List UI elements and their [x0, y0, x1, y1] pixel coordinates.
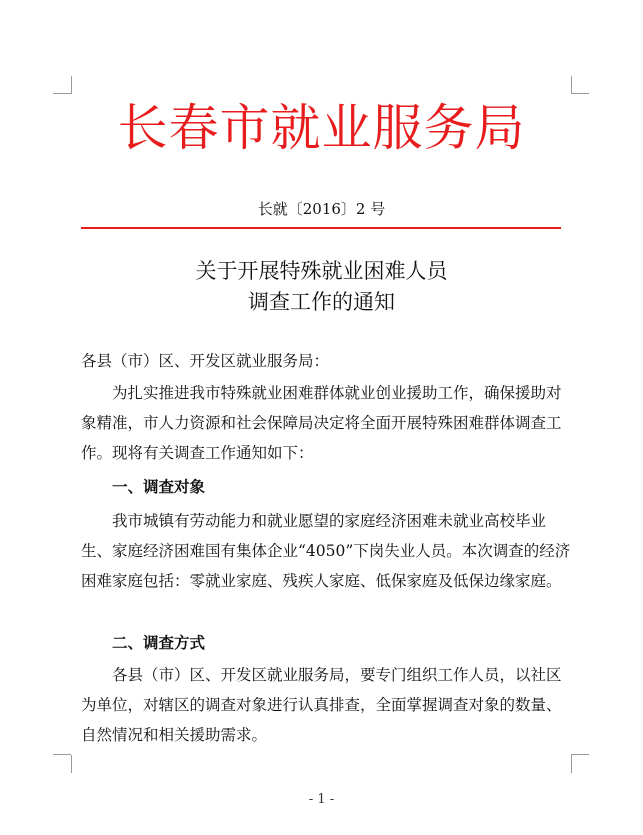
page-number: - 1 - — [308, 792, 335, 807]
crop-mark-bottom-right-h — [571, 754, 589, 755]
document-title-line1: 关于开展特殊就业困难人员 — [195, 259, 448, 283]
crop-mark-top-right-v — [571, 76, 572, 94]
paragraph-section-2: 各县（市）区、开发区就业服务局，要专门组织工作人员，以社区为单位，对辖区的调查对象进行认真排查，全面掌握调查对象的数量、自然情况和相关援助需求。 — [81, 666, 562, 744]
paragraph-section-1: 我市城镇有劳动能力和就业愿望的家庭经济困难未就业高校毕业生、家庭经济困难国有集体企业“4050”下岗失业人员。本次调查的经济困难家庭包括：零就业家庭、残疾人家庭、低保家庭及低保边缘家庭。 — [81, 512, 571, 590]
section-heading-1: 一、调查对象 — [112, 477, 206, 496]
crop-mark-top-left-v — [71, 76, 72, 94]
crop-mark-top-right-h — [571, 93, 589, 94]
crop-mark-bottom-left-h — [53, 754, 71, 755]
salutation: 各县（市）区、开发区就业服务局： — [81, 352, 330, 370]
section-heading-2: 二、调查方式 — [112, 633, 206, 652]
issuer-header: 长春市就业服务局 — [117, 99, 526, 157]
crop-mark-top-left-h — [53, 93, 71, 94]
crop-mark-bottom-right-v — [571, 755, 572, 773]
header-divider — [81, 227, 561, 229]
paragraph-intro: 为扎实推进我市特殊就业困难群体就业创业援助工作，确保援助对象精准，市人力资源和社会保障局决定将全面开展特殊困难群体调查工作。现将有关调查工作通知如下： — [81, 384, 562, 462]
document-title-line2: 调查工作的通知 — [248, 290, 395, 314]
document-number: 长就〔2016〕2 号 — [257, 200, 386, 218]
crop-mark-bottom-left-v — [71, 755, 72, 773]
